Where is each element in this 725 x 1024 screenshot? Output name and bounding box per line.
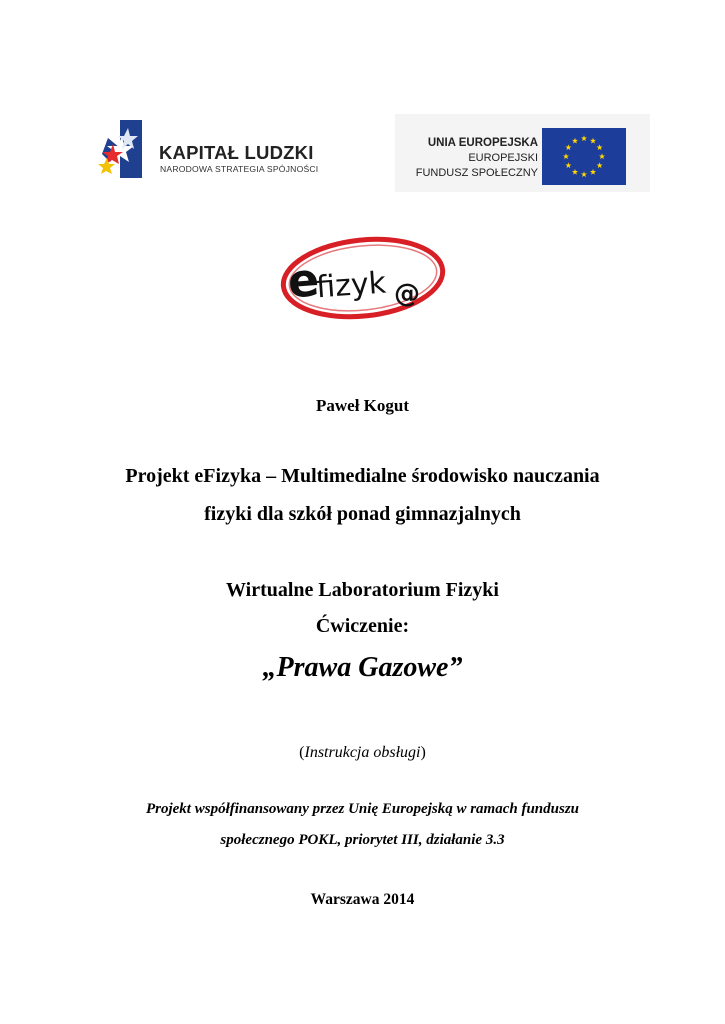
eu-line-2: EUROPEJSKI: [468, 152, 538, 164]
funding-line-2: społecznego POKL, priorytet III, działanie 3.3: [220, 832, 505, 848]
svg-text:e: e: [285, 252, 321, 309]
kapital-ludzki-logo: [98, 118, 338, 190]
place-and-year: Warszawa 2014: [310, 891, 415, 908]
efizyka-logo: [276, 232, 450, 324]
kapital-ludzki-subtitle: NARODOWA STRATEGIA SPÓJNOŚCI: [160, 164, 319, 174]
eu-line-3: FUNDUSZ SPOŁECZNY: [415, 167, 538, 179]
exercise-label: Ćwiczenie:: [315, 615, 410, 637]
kapital-ludzki-title: KAPITAŁ LUDZKI: [159, 142, 314, 163]
project-title-line-1: Projekt eFizyka – Multimedialne środowisko nauczania: [125, 465, 600, 487]
eu-logo: [395, 114, 650, 192]
eu-line-1: UNIA EUROPEJSKA: [427, 137, 538, 149]
instruction-note: [0, 744, 725, 762]
kapital-ludzki-emblem-icon: [98, 118, 158, 190]
svg-text:fizyk: fizyk: [315, 265, 388, 306]
instruction-open-paren: (: [299, 744, 305, 761]
project-title-line-2: fizyki dla szkół ponad gimnazjalnych: [204, 503, 521, 525]
eu-text: [416, 136, 538, 181]
exercise-title: „Prawa Gazowe”: [262, 652, 463, 683]
instruction-text: Instrukcja obsługi: [304, 744, 421, 761]
funding-line-1: Projekt współfinansowany przez Unię Europejską w ramach funduszu: [145, 801, 579, 817]
author-name: Paweł Kogut: [315, 396, 410, 415]
lab-title: Wirtualne Laboratorium Fizyki: [226, 579, 499, 601]
eu-flag-icon: [542, 128, 626, 185]
efizyka-logo-icon: [276, 232, 450, 324]
instruction-close-paren: ): [420, 744, 426, 761]
svg-text:@: @: [394, 279, 420, 309]
